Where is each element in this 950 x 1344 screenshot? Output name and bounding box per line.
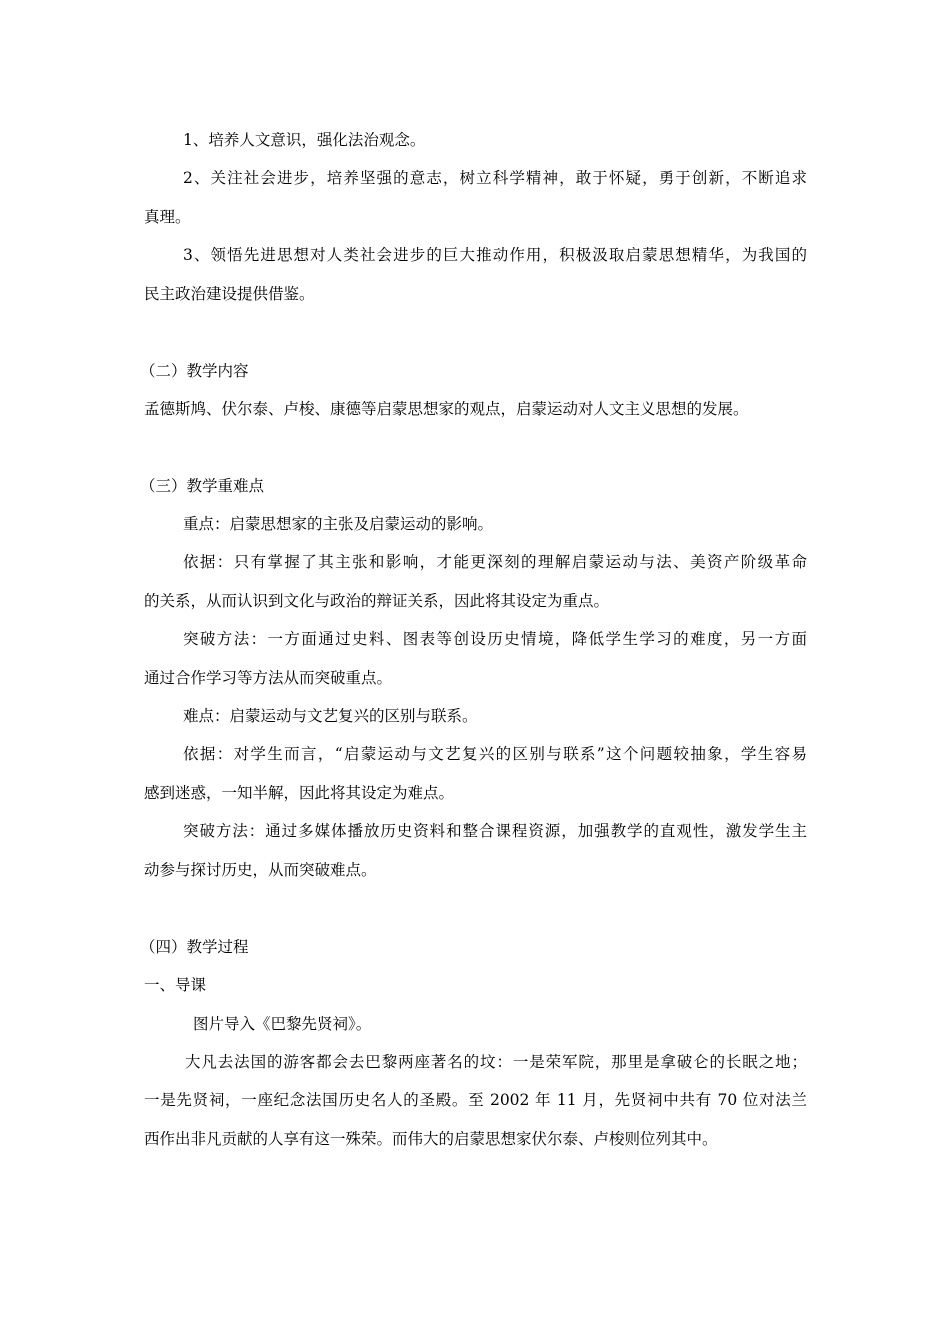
section-heading-process: （四）教学过程 — [140, 938, 249, 956]
intro-heading: 一、导课 — [144, 976, 207, 994]
goal-item-2-line-1: 2、关注社会进步，培养坚强的意志，树立科学精神，敢于怀疑，勇于创新，不断追求 — [183, 169, 807, 187]
goal-item-3-line-2: 民主政治建设提供借鉴。 — [144, 285, 315, 303]
goal-item-1: 1、培养人文意识，强化法治观念。 — [183, 131, 426, 149]
content-body: 孟德斯鸠、伏尔泰、卢梭、康德等启蒙思想家的观点，启蒙运动对人文主义思想的发展。 — [144, 400, 749, 418]
focus-basis-line-1: 依据：只有掌握了其主张和影响，才能更深刻的理解启蒙运动与法、美资产阶级革命 — [183, 553, 807, 571]
intro-paragraph-line-1: 大凡去法国的游客都会去巴黎两座著名的坟：一是荣军院，那里是拿破仑的长眠之地； — [185, 1053, 807, 1071]
goal-item-2-line-2: 真理。 — [144, 208, 191, 226]
focus-point: 重点：启蒙思想家的主张及启蒙运动的影响。 — [183, 515, 494, 533]
difficulty-method-line-1: 突破方法：通过多媒体播放历史资料和整合课程资源，加强教学的直观性，激发学生主 — [183, 822, 807, 840]
focus-method-line-1: 突破方法：一方面通过史料、图表等创设历史情境，降低学生学习的难度，另一方面 — [183, 630, 807, 648]
section-heading-content: （二）教学内容 — [140, 362, 249, 380]
difficulty-basis-line-1: 依据：对学生而言，“启蒙运动与文艺复兴的区别与联系”这个问题较抽象，学生容易 — [183, 745, 807, 763]
focus-basis-line-2: 的关系，从而认识到文化与政治的辩证关系，因此将其设定为重点。 — [144, 592, 610, 610]
intro-paragraph-line-2: 一是先贤祠，一座纪念法国历史名人的圣殿。至 2002 年 11 月，先贤祠中共有 70 位对法兰 — [144, 1091, 807, 1109]
intro-paragraph-line-3: 西作出非凡贡献的人享有这一殊荣。而伟大的启蒙思想家伏尔泰、卢梭则位列其中。 — [144, 1130, 718, 1148]
intro-picture-line: 图片导入《巴黎先贤祠》。 — [193, 1015, 372, 1033]
difficulty-basis-line-2: 感到迷惑，一知半解，因此将其设定为难点。 — [144, 784, 455, 802]
difficulty-point: 难点：启蒙运动与文艺复兴的区别与联系。 — [183, 707, 478, 725]
section-heading-keypoints: （三）教学重难点 — [140, 477, 265, 495]
focus-method-line-2: 通过合作学习等方法从而突破重点。 — [144, 669, 393, 687]
goal-item-3-line-1: 3、领悟先进思想对人类社会进步的巨大推动作用，积极汲取启蒙思想精华，为我国的 — [183, 246, 807, 264]
difficulty-method-line-2: 动参与探讨历史，从而突破难点。 — [144, 861, 377, 879]
